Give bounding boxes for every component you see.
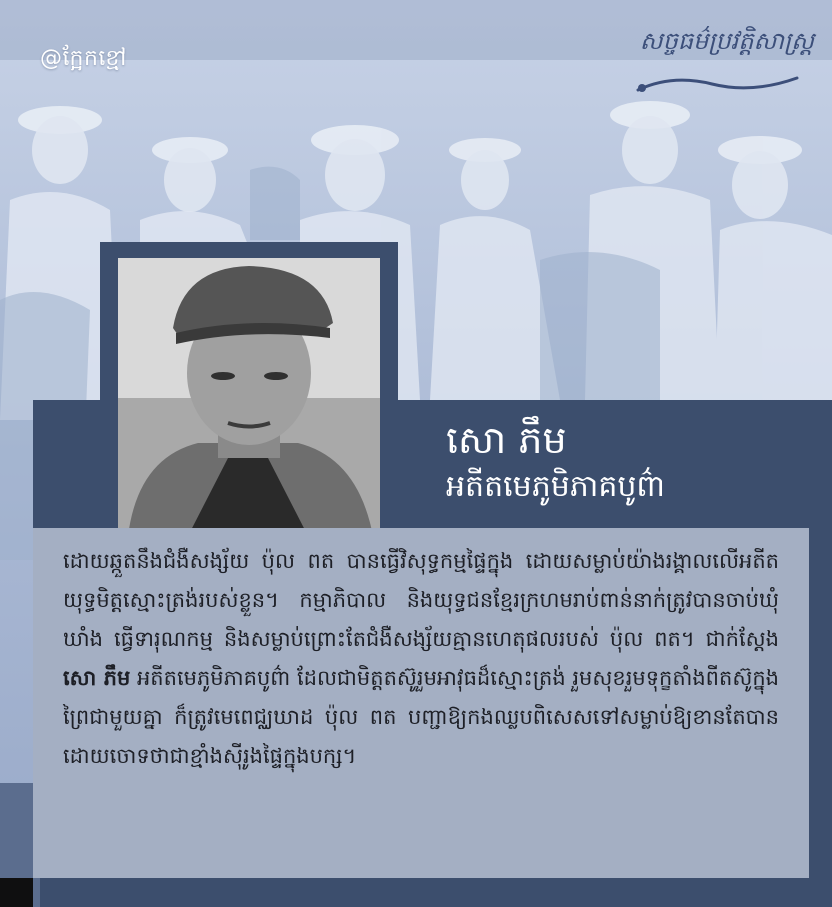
brand-swash-icon — [632, 68, 802, 98]
person-name: សោ ភឹម — [446, 418, 567, 462]
description-part-2: អតីតមេភូមិភាគបូព៌ា ដែលជាមិត្តតស៊ូរួមអាវុធដ៏ស្មោះត្រង់ រួមសុខរួមទុក្ខតាំងពីតស៊ូក្នុងព្រៃជាមួយគ្នា ក៏ត្រូវមេពេជ្ឈឃាដ ប៉ុល ពត បញ្ជាឱ្យកងឈ្លបពិសេសទៅសម្លាប់ឱ្យខានតែបាន ដោយចោទថាជាខ្មាំងស៊ីរូងផ្ទៃក្នុងបក្ស។ — [63, 666, 779, 768]
person-title: អតីតមេភូមិភាគបូព៌ា — [446, 469, 665, 504]
portrait-photo — [118, 258, 380, 536]
description-text — [63, 542, 779, 776]
brand-logo-text: សច្ចធម៌ប្រវត្តិសាស្ត្រ — [639, 27, 814, 55]
description-part-1: ដោយឆ្កួតនឹងជំងឺសង្ស័យ ប៉ុល ពត បានធ្វើវិសុទ្ធកម្មផ្ទៃក្នុង ដោយសម្លាប់យ៉ាងរង្គាលលើអតីតយុទ្ធមិត្តស្មោះត្រង់របស់ខ្លួន។ កម្មាភិបាល និងយុទ្ធជនខ្មែរក្រហមរាប់ពាន់នាក់ត្រូវបានចាប់ឃុំឃាំង ធ្វើទារុណកម្ម និងសម្លាប់ព្រោះតែជំងឺសង្ស័យគ្មានហេតុផលរបស់ ប៉ុល ពត។ ជាក់ស្ដែង — [63, 549, 779, 651]
social-handle: @ក្អែកខ្មៅ — [40, 46, 127, 71]
description-card — [33, 528, 809, 878]
description-bold-name: សោ ភឹម — [63, 666, 131, 690]
corner-block — [0, 878, 33, 907]
